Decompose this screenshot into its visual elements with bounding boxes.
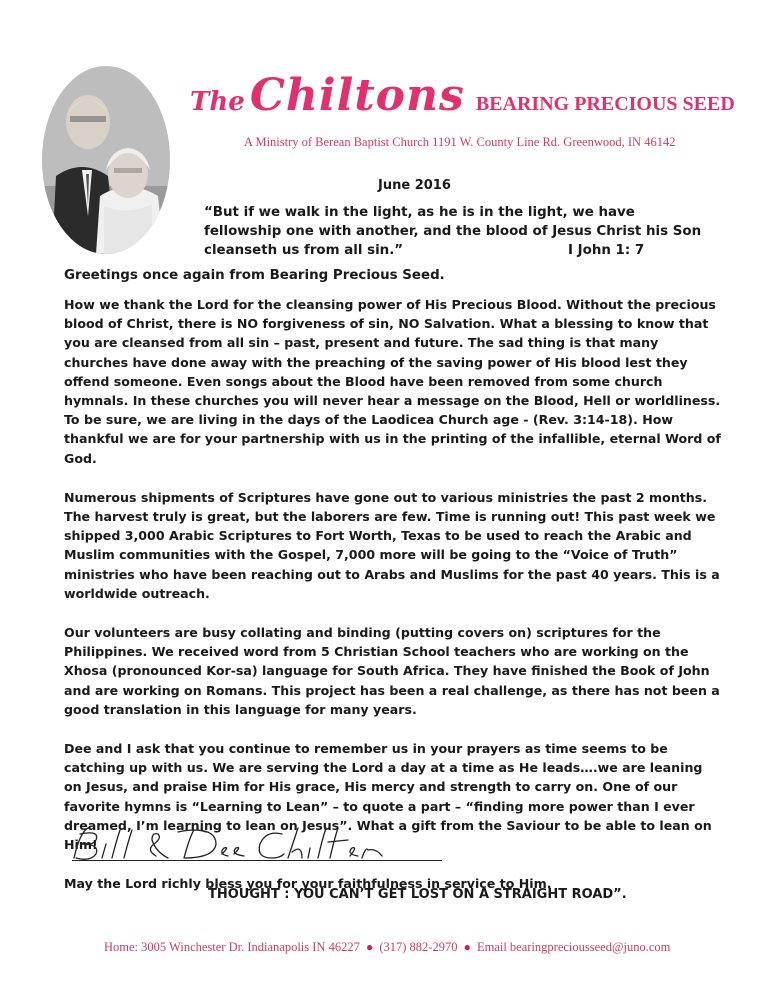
closing-thought: THOUGHT : YOU CAN’T GET LOST ON A STRAIGHT ROAD”. (208, 887, 627, 902)
scripture-reference: I John 1: 7 (568, 243, 645, 258)
masthead (190, 70, 735, 121)
ministry-address: A Ministry of Berean Baptist Church 1191 W. County Line Rd. Greenwood, IN 46142 (244, 135, 676, 149)
paragraph-blood: How we thank the Lord for the cleansing power of His Precious Blood. Without the precious blood of Christ, there is NO forgiveness of sin, NO Salvation. What a blessing to know that you are cleansed from all sin – past, present and future. The sad thing is that many churches have done away with the preaching of the saving power of His blood lest they offend someone. Even songs about the Blood have been removed from some church hymnals. In these churches you will never hear a message on the Blood, Hell or worldliness. To be sure, we are living in the days of the Laodicea Church age - (Rev. 3:14-18). How thankful we are for your partnership with us in the printing of the infallible, eternal Word of God. (64, 297, 721, 466)
letter-body (64, 295, 724, 913)
signature-line (72, 860, 442, 861)
footer-email: Email bearingpreciousseed@juno.com (476, 940, 671, 954)
bullet-icon: ● (463, 940, 471, 954)
footer-home-address: Home: 3005 Winchester Dr. Indianapolis IN 46227 (104, 940, 360, 954)
masthead-the: The (190, 87, 245, 117)
paragraph-prayers: Dee and I ask that you continue to remember us in your prayers as time seems to be catching up with us. We are serving the Lord a day at a time as He leads….we are leaning on Jesus, and praise Him for His grace, His mercy and strength to carry on. One of our favorite hymns is “Learning to Lean” – to quote a part – “finding more power than I ever dreamed, I’m learning to lean on Jesus”. What a gift from the Saviour to be able to lean on Him! (64, 741, 712, 853)
paragraph-volunteers: Our volunteers are busy collating and binding (putting covers on) scriptures for the Philippines. We received word from 5 Christian School teachers who are working on the Xhosa (pronounced Kor-sa) language for South Africa. They have finished the Book of John and are working on Romans. This project has been a real challenge, as there has not been a good translation in this language for many years. (64, 625, 720, 717)
scripture-verse: “But if we walk in the light, as he is in the light, we have fellowship one with another, and the blood of Jesus Christ his Son cleanseth us from all sin.” (204, 205, 702, 258)
footer-phone: (317) 882-2970 (379, 940, 458, 954)
closing-blessing: May the Lord richly bless you for your faithfulness in service to Him. (64, 876, 552, 892)
couple-portrait-photo (42, 66, 170, 254)
bullet-icon: ● (365, 940, 374, 954)
masthead-name: Chiltons (249, 70, 465, 121)
paragraph-shipments: Numerous shipments of Scriptures have gone out to various ministries the past 2 months. The harvest truly is great, but the laborers are few. Time is running out! This past week we shipped 3,000 Arabic Scriptures to Fort Worth, Texas to be used to reach the Arabic and Muslim communities with the Gospel, 7,000 more will be going to the “Voice of Truth” ministries who have been reaching out to Arabs and Muslims for the past 40 years. This is a worldwide outreach. (64, 489, 720, 601)
footer-contact (104, 940, 670, 955)
letter-date: June 2016 (378, 178, 451, 193)
masthead-tagline: BEARING PRECIOUS SEED (475, 93, 735, 115)
greeting: Greetings once again from Bearing Precious Seed. (64, 268, 445, 283)
